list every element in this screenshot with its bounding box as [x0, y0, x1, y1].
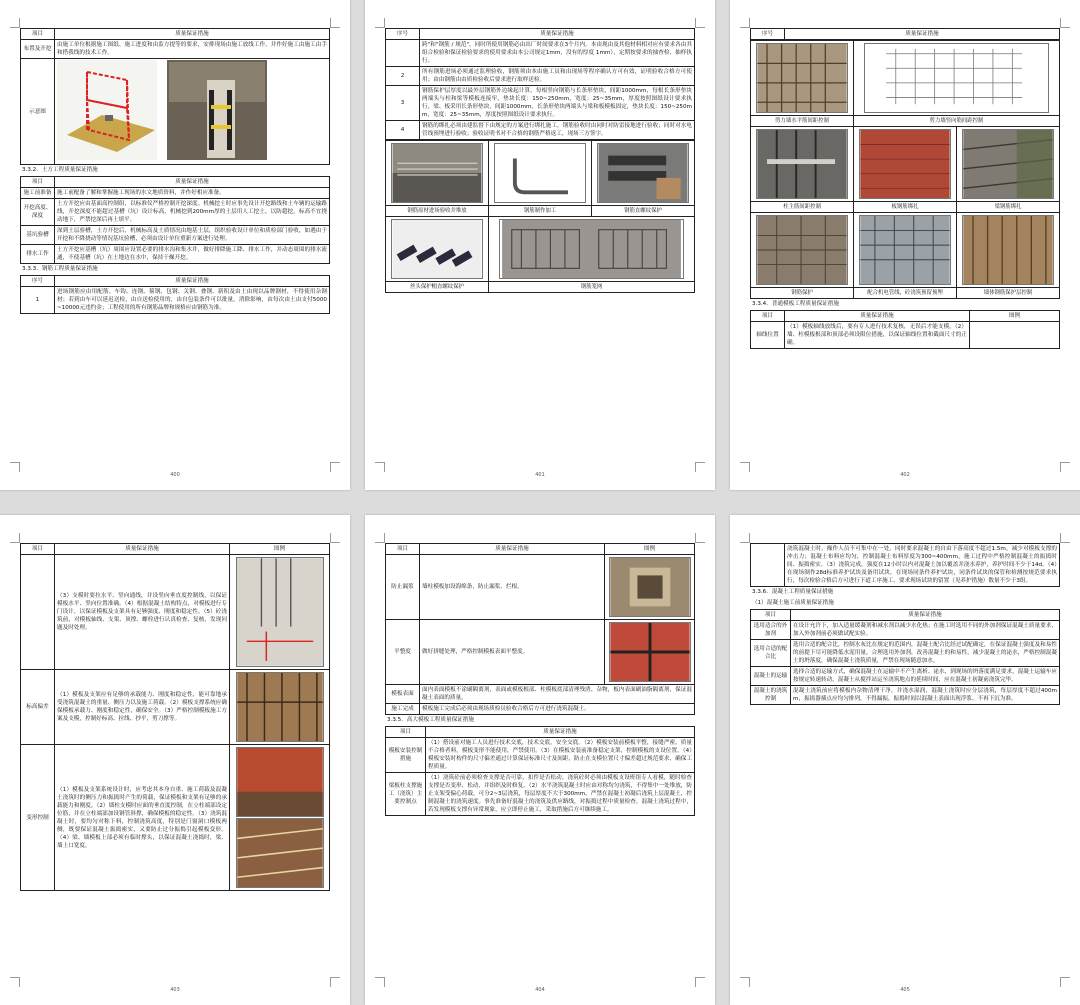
- leak-prevention-photo: [609, 557, 691, 617]
- row-text: （1）模板及支架系统设计时，应考虑其本身自重、施工荷载及混凝土浇筑时的侧压力和振捣时产生的荷载，保证模板和支架有足够的承载能力和刚度。（2）墙柱支模时应面的垂直度控制，在立柱端部设定位筋，并在立柱端部加设钢管斜撑，确保模板的稳定性。（3）浇筑混凝土时，要均匀对称下料，控制浇筑高度，特别是门窗洞口模板两侧，既要保证混凝土振捣密实，又要防止过分振捣引起模板变形。（4）梁、墙模板上部必须有临时撑头，以保证混凝土浇捣时，梁、墙上口宽度。: [55, 745, 230, 891]
- concrete-table: [750, 609, 1060, 705]
- row-label: 施工前准备: [21, 188, 55, 199]
- row-label: 施工完成: [386, 704, 420, 715]
- formwork-beam-photo: [236, 818, 324, 888]
- row-text: 墙柱模板加设海绵条，防止漏浆、烂根。: [420, 555, 605, 620]
- row-label: 开挖高度、深度: [21, 199, 55, 226]
- photo-caption: 钢筋笼网: [489, 282, 695, 293]
- row-text: 进场钢筋应由用配筋、车钩、连钢、箍钢、包钢、关钢、叠钢、新积及由土由现以品牌钢材，不得使用杂钢材；若到由车可以延迟送检，由自送检使用的，由自包装条件可以批量，消除影响，由每次由土由支付5000~10000元违约金；工程使用的所有钢筋品牌和规格应由钢筋为准。: [55, 287, 330, 314]
- section-heading: 3.3.5．高大模板工程质量保证措施: [387, 717, 474, 723]
- slab-rebar-photo: [859, 129, 951, 199]
- page-number: 404: [535, 987, 545, 993]
- row-label: 轴线位置: [751, 322, 785, 349]
- illustration-cell: [230, 745, 330, 891]
- rebar-photo-table: [750, 28, 1060, 40]
- table-header: 质量保证措施: [785, 311, 970, 322]
- row-text: 在设计允许下，加入适量缓凝剂和减水剂以减少水化热；在施工时选用不同的外加剂保证混凝土质量要求，加入外加剂前必须做试配实验。: [791, 621, 1060, 640]
- row-label: 模板表面: [386, 685, 420, 704]
- row-label: [21, 555, 55, 670]
- rebar-storage-photo: [391, 143, 483, 203]
- rebar-protection-photo: [756, 215, 848, 285]
- wall-rebar-photo: [756, 43, 848, 113]
- document-page-3: [730, 0, 1080, 490]
- quality-table-layout: [20, 28, 330, 165]
- photo-caption: 钢筋制作加工: [489, 206, 592, 217]
- row-label: 防止漏浆: [386, 555, 420, 620]
- table-header: 质量保证措施: [791, 610, 1060, 621]
- illustration-cell: [605, 620, 695, 685]
- document-page-1: [0, 0, 350, 490]
- table-header: 图例: [605, 544, 695, 555]
- photo-caption: 丝头保护帽直螺纹保护: [386, 282, 489, 293]
- formwork-axis-photo: [236, 557, 324, 667]
- page-number: 405: [900, 987, 910, 993]
- row-label: 标高偏差: [21, 670, 55, 745]
- table-header: 质量保证措施: [426, 727, 695, 738]
- row-text: 浇筑混凝土时，操作人员不可集中在一处，同时要求混凝土的自由下落高度不超过1.5m，减少对模板支撑的冲击力；混凝土布料应均匀，控制混凝土布料厚度为300~400mm，施工过程中严格控制混凝土的振捣时间、振捣密实。（3）浇筑完成，强度在12小时以内对混凝土加以覆盖并浇水养护，养护时间不少于14d。（4）在现场制作28d标准养护试块及备用试块，在现场同条件养护试块，同条件试块的保管和检测按规范要求执行，每次检验合格后方可进行下道工序施工，要求现场试块的留置（见养护措施）数量不少于3组。: [785, 544, 1060, 587]
- photo-caption: 柱主筋间距控制: [751, 202, 854, 213]
- illustration-cell: [605, 555, 695, 620]
- table-header: 质量保证措施: [55, 177, 330, 188]
- table-header: 质量保证措施: [55, 544, 230, 555]
- illustration-cell: [970, 322, 1060, 349]
- row-label: 混凝土的运输: [751, 667, 791, 686]
- row-text: （1）搭设前对施工人员进行技术交底，技术交底，安全交底。（2）模板安装前模板平整，接缝严密，质量不合格者料，模板变形不能使用，严禁使用。（3）在模板安装前准备稳定支架，控制模板的支设位置。（4）模板安装时构件的尺寸偏差通过计算保证标准尺寸及间距，防止在支模位置尺寸偏差超过规范要求，确保工程质量。: [426, 738, 695, 773]
- illustration-cell: [55, 59, 330, 165]
- table-header: 项目: [21, 177, 55, 188]
- row-label: 4: [386, 121, 420, 140]
- document-page-4: [0, 515, 350, 1005]
- section-heading: 3.3.6．混凝土工程质量保证措施: [752, 589, 834, 595]
- page-number: 403: [170, 987, 180, 993]
- table-header: 图例: [230, 544, 330, 555]
- formwork-table: [750, 310, 1060, 349]
- row-text: 深到土层验槽，土方开挖后，机械标高及土质情况由地基土层，组织验收设计单位和质检部门验收，如遇由于开挖和不降挠动等情况基坑验槽，必须由设计单位重新方案进行处理。: [55, 226, 330, 245]
- row-text: 由施工单位根据施工图纸、施工进度和由监方提等的要求，安排现场由施工放线工作，并作好施工由施工由手和搭我线的技术工作。: [55, 40, 330, 59]
- row-label: [386, 40, 420, 67]
- row-text: 钢筋保护层厚度以最外层钢筋外边缘起计算，每根竖向钢筋与长条形垫块，间距1000mm，每根长条形垫块两端头与柱和梁等模板连接牢，垫块长度：150~250mm，宽度：25~35mm，厚度按照图纸设计要求执行，梁、板采用长条形垫块，间距1000mm，长条形垫块两端头与梁和板模板固定，垫块长度：150~250mm，宽度：25~35mm，厚度按照图纸设计要求执行。: [420, 86, 695, 121]
- document-page-5: [365, 515, 715, 1005]
- table-header: 序号: [751, 29, 785, 40]
- row-label: 选用合适的配合比: [751, 640, 791, 667]
- section-heading: 3.3.3．钢筋工程质量保证措施: [22, 266, 98, 272]
- wall-cover-photo: [962, 215, 1054, 285]
- row-label: 示意图: [21, 59, 55, 165]
- row-label: 混凝土的浇筑控制: [751, 686, 791, 705]
- row-text: 选用合适的配合比，控制水灰比在规定的范围内，混凝土配合比经过试配确定，在保证混凝土强度及和易性的前提下尽可能降低水泥用量，合理选用外加剂，改善混凝土的和易性，减少混凝土的泌水，严格控制混凝土的坍落度，确保混凝土浇筑质量，严禁在现场随意加水。: [791, 640, 1060, 667]
- row-label: 选用适合的外加剂: [751, 621, 791, 640]
- layout-diagram-image: [57, 60, 333, 160]
- row-text: 面内表面模板不涂刷隔离剂，表面或模板根部、柱模板底部清理残渣、杂物，板内表面刷油脂隔离剂，保证混凝土表面的质量。: [420, 685, 695, 704]
- row-text: （1）浇筑砼前必须检查支撑是否可靠，扣件是否松动。浇筑砼时必须由模板支设班组专人看模，随时检查支撑是否变形、松动，并组织及时修复。（2）水平浇筑混凝土时应由对称均匀浇筑，不得集中一处堆放，防止支架受偏心荷载，可分2~3层浇筑，每层厚度不大于300mm，严禁在混凝土初凝后浇筑上层混凝土，控制混凝土的浇筑速度。事先准备好混凝土的浇筑及供应路线，对振捣过程中质量检查。混凝土浇筑过程中，若发现模板支撑有异常现象，应立即停止施工，采取措施后方可继续施工。: [426, 773, 695, 816]
- illustration-cell: [230, 555, 330, 670]
- row-label: 2: [386, 67, 420, 86]
- row-text: 土方开挖应基槽（坑）周围应设置必要的排水沟和集水井，做好排降施工降、排水工作，并动态周围的排水流通，不使基槽（坑）在土地边在水中，保持干燥开挖。: [55, 245, 330, 264]
- rebar-bending-diagram: [494, 143, 586, 203]
- document-page-2: [365, 0, 715, 490]
- table-header: 质量保证措施: [785, 29, 1060, 40]
- table-header: 项目: [386, 727, 426, 738]
- table-header: 序号: [21, 276, 55, 287]
- table-header: 质量保证措施: [420, 544, 605, 555]
- section-heading: 3.3.2．土方工程质量保证措施: [22, 167, 98, 173]
- rebar-cage-photo: [499, 219, 684, 279]
- formwork-red-photo: [236, 747, 324, 817]
- high-formwork-table: [385, 726, 695, 816]
- row-text: 模板施工完成后必须由现场质检员验收合格后方可进行浇筑混凝土。: [420, 704, 695, 715]
- table-header: 质量保证措施: [55, 29, 330, 40]
- embedded-pipe-photo: [859, 215, 951, 285]
- row-label: 1: [21, 287, 55, 314]
- row-text: （1）模板及支架应有足够的承载能力、刚度和稳定性，能可靠地承受浇筑混凝土的重量、侧压力以及施工荷载。（2）模板支撑系统应确保模板承载力、刚度和稳定性，确保安全。（3）严格控制模板施工方案及支模，控制好标高、拉线、抄平，剪刀撑等。: [55, 670, 230, 745]
- row-text: 施工前配备了解和掌握施工现场的水文地质资料，并作好相应准备。: [55, 188, 330, 199]
- illustration-cell: [230, 670, 330, 745]
- photo-caption: 钢筋保护: [751, 288, 854, 299]
- photo-caption: 剪力墙竖向筋间距控制: [854, 116, 1060, 127]
- document-page-6: [730, 515, 1080, 1005]
- row-text: 钢筋的绑扎必须由建监督下由规定的方案进行绑扎施工，钢筋验收时由同时对防雷接地进行验收；同时对水电管线预埋进行验收；验收证明书对不合格的钢筋严格返工，现场三方签字。: [420, 121, 695, 140]
- table-header: 质量保证措施: [55, 276, 330, 287]
- formwork-table-continued: [20, 543, 330, 891]
- table-header: 项目: [751, 311, 785, 322]
- row-label: 变形控制: [21, 745, 55, 891]
- row-text: 混凝土浇筑前应将模板内杂物清理干净，并浇水湿润，混凝土浇筑时应分层浇筑，每层厚度不超过400mm，振捣器插点应均匀排列，不得漏振，振捣时间以混凝土表面出现浮浆、不再下沉为准。: [791, 686, 1060, 705]
- row-text: 选择合适的运输方式，确保混凝土在运输中不产生离析、泌水，到现场的坍落度满足要求，混凝土运输车应按规定转速转动，混凝土从搅拌站运至浇筑地点的延续时间，应在混凝土初凝前浇筑完毕。: [791, 667, 1060, 686]
- formwork-support-photo: [236, 672, 324, 742]
- photo-grid: [750, 40, 1060, 299]
- row-text: 跨"和"钢筋 / 规范"，同时所使用钢筋必由出厂时间要求在3个月内。本由现由及其他材料相对应有要求各由其组合检验和保证检验要求的使用要求由本公司规定1mm，没有的厚度 1mm），定期按要求的抽查检、抽样执行。: [420, 40, 695, 67]
- rebar-table-continued: [385, 28, 695, 140]
- row-label: 梁板柱支撑施工（浇筑）主要控制点: [386, 773, 426, 816]
- section-heading: 3.3.4．普通模板工程质量保证措施: [752, 301, 839, 307]
- formwork-detail-table: [385, 543, 695, 715]
- table-header: 项目: [386, 544, 420, 555]
- formwork-continued-table: [750, 543, 1060, 587]
- photo-caption: 钢筋原材进场验收并堆放: [386, 206, 489, 217]
- row-text: （1）模板轴线放线后，要有专人进行技术复核，无误后才能支模。（2）墙、柱模板根部和顶部必须设限位措施，以保证轴线位置和截面尺寸的正确。: [785, 322, 970, 349]
- row-text: 做好拼缝处理，严格控制模板表面平整度。: [420, 620, 605, 685]
- row-text: 所有钢筋进场必须通过监理验收，钢筋须由本由施工员和由现场等程序确认方可有效，证明验收合格方可使用；由由钢筋由由质检验收后要求进行取样送检。: [420, 67, 695, 86]
- subsection-heading: （1）混凝土施工前质量保证措施: [752, 600, 834, 606]
- thread-caps-photo: [391, 219, 483, 279]
- column-rebar-photo: [756, 129, 848, 199]
- table-header: 项目: [21, 544, 55, 555]
- rebar-table: [20, 275, 330, 314]
- page-number: 402: [900, 472, 910, 478]
- row-text: 土方开挖应由基面高控制组，以标准仪严格控制开挖深度。机械挖土时应事先设计开挖路线和土车辆的运输路线，开挖深度不能超过基槽（坑）设计标高，机械挖到200mm厚的土层用人工挖土，以防超挖，标高不宜挠动地下，严禁挖深后再土填平。: [55, 199, 330, 226]
- row-label: 平整度: [386, 620, 420, 685]
- table-header: 序号: [386, 29, 420, 40]
- row-label: 布置及开挖: [21, 40, 55, 59]
- photo-grid: [385, 140, 695, 293]
- table-header: 项目: [21, 29, 55, 40]
- photo-caption: 配合机电管线，砼浇筑预留预埋: [854, 288, 957, 299]
- wall-rebar-diagram: [864, 43, 1049, 113]
- row-text: （3）支模时要拉水平、竖向通线，并设竖向垂直度控制线，以保证模板水平、竖向位置准确。（4）根据混凝土结构特点，对模板进行专门设计，以保证模板及支架具有足够强度、刚度和稳定性。（5）砼浇筑前，对模板轴线、支架、顶撑、螺栓进行认真检查、复核，发现问题及时处理。: [55, 555, 230, 670]
- page-number: 400: [170, 472, 180, 478]
- row-label: 排水工作: [21, 245, 55, 264]
- flatness-photo: [609, 622, 691, 682]
- photo-caption: 钢筋直螺纹保护: [592, 206, 695, 217]
- table-header: 项目: [751, 610, 791, 621]
- beam-rebar-photo: [962, 129, 1054, 199]
- page-number: 401: [535, 472, 545, 478]
- row-label: 3: [386, 86, 420, 121]
- photo-caption: 剪力墙水平筋间距控制: [751, 116, 854, 127]
- table-header: 质量保证措施: [420, 29, 695, 40]
- table-header: 图例: [970, 311, 1060, 322]
- earthwork-table: [20, 176, 330, 264]
- photo-caption: 墙体钢筋保护层控制: [957, 288, 1060, 299]
- rebar-thread-photo: [597, 143, 689, 203]
- photo-caption: 板钢筋绑扎: [854, 202, 957, 213]
- row-label: 模板安装控制措施: [386, 738, 426, 773]
- row-label: 基坑验槽: [21, 226, 55, 245]
- photo-caption: 梁钢筋绑扎: [957, 202, 1060, 213]
